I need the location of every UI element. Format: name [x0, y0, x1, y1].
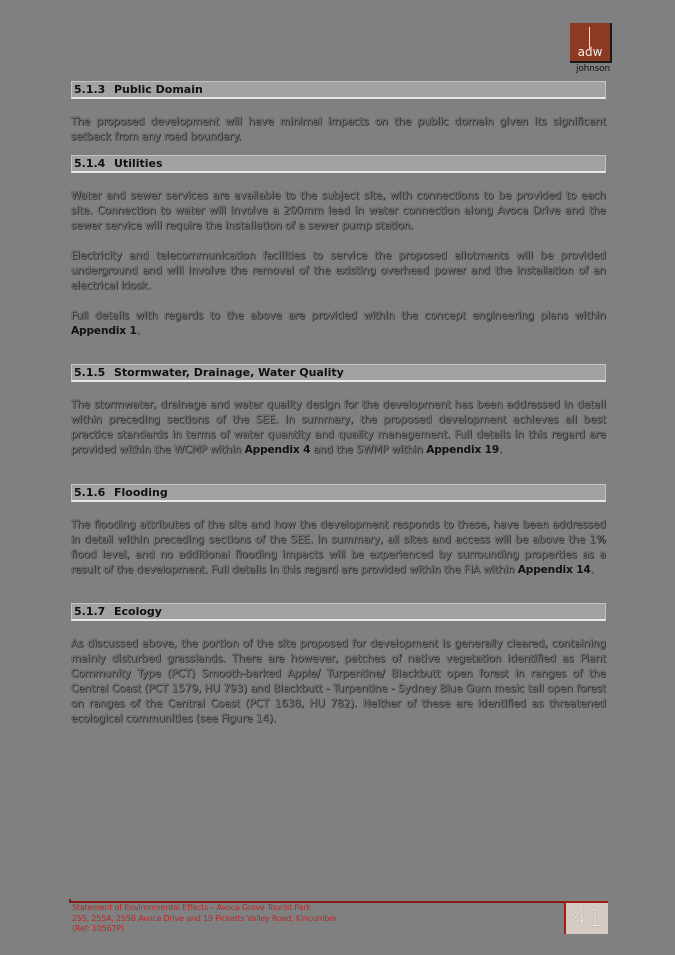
section-number: 5.1.7: [74, 605, 106, 618]
section-utilities: [71, 155, 606, 339]
section-number: 5.1.5: [74, 366, 106, 379]
footer-line-address: 255, 255A, 255B Avoca Drive and 19 Picketts Valley Road, Kincumber: [72, 913, 338, 923]
section-ecology: [71, 603, 606, 727]
footer-document-info: [72, 903, 337, 935]
appendix-reference: Appendix 4: [244, 444, 311, 456]
paragraph-text: .: [499, 444, 503, 456]
paragraph-text: The stormwater, drainage and water quality design for the development has been addressed in detail within preceding sections of the SEE. In summary, the proposed development achieves all best practice standards in terms of water quantity and quality management. Full details in this regard are provided within the WCMP within: [71, 399, 606, 456]
logo-mark: [570, 23, 612, 63]
section-stormwater: [71, 364, 606, 458]
section-number: 5.1.6: [74, 486, 106, 499]
paragraph-text: and the SWMP within: [310, 444, 427, 456]
paragraph: [71, 189, 606, 234]
section-heading: [71, 364, 606, 382]
section-heading: [71, 484, 606, 502]
paragraph-text: As discussed above, the portion of the site proposed for development is generally cleared, containing mainly disturbed grasslands. There are however, patches of native vegetation identified as Plant Community Type (PCT) Smooth-barked Apple/ Turpentine/ Blackbutt open forest in ranges of the Central Coast (PCT 1579, HU 793) and Blackbutt - Turpentine - Sydney Blue Gum mesic tall open forest on ranges of the Central Coast (PCT 1638, HU 782). Neither of these are identified as threatened ecological communities (see Figure 14).: [71, 638, 606, 725]
section-number: 5.1.3: [74, 83, 106, 96]
section-heading: [71, 603, 606, 621]
appendix-reference: Appendix 14: [517, 564, 591, 576]
paragraph-text: .: [590, 564, 594, 576]
paragraph: [71, 637, 606, 727]
footer-line-title: Statement of Environmental Effects – Avoca Grove Tourist Park: [72, 903, 311, 912]
section-title: Ecology: [114, 605, 162, 618]
paragraph-text: Electricity and telecommunication facilities to service the proposed allotments will be provided underground and will involve the removal of the existing overhead power and the installation of an electrical kiosk.: [71, 250, 606, 292]
paragraph-text: The proposed development will have minimal impacts on the public domain given its significant setback from any road boundary.: [71, 116, 606, 143]
logo-letters: adw: [577, 45, 603, 59]
section-number: 5.1.4: [74, 157, 106, 170]
paragraph: [71, 518, 606, 578]
paragraph: [71, 115, 606, 145]
page-number: 41: [564, 901, 608, 934]
section-heading: [71, 81, 606, 99]
section-title: Flooding: [114, 486, 168, 499]
section-title: Utilities: [114, 157, 163, 170]
section-flooding: [71, 484, 606, 578]
appendix-reference: Appendix 19: [426, 444, 500, 456]
logo-wordmark: johnson: [576, 64, 610, 74]
paragraph-text: Water and sewer services are available to the subject site, with connections to be provided to each site. Connection to water will involve a 200mm lead in water connection along Avoca Drive and the sewer service will require the installation of a sewer pump station.: [71, 190, 606, 232]
appendix-reference: Appendix 1: [71, 325, 137, 337]
paragraph-text: The flooding attributes of the site and how the development responds to these, have been addressed in detail within preceding sections of the SEE. In summary, all sites and access will be above the 1% flood level, and no additional flooding impacts will be experienced by surrounding properties as a result of the development. Full details in this regard are provided within the FIA within: [71, 519, 606, 576]
section-heading: [71, 155, 606, 173]
footer-line-reference: (Ref: 10567P): [72, 924, 124, 933]
paragraph: [71, 249, 606, 294]
section-title: Public Domain: [114, 83, 203, 96]
section-public-domain: [71, 81, 606, 145]
company-logo: [570, 23, 614, 73]
paragraph-text: .: [136, 325, 140, 337]
paragraph: [71, 398, 606, 458]
paragraph: [71, 309, 606, 339]
section-title: Stormwater, Drainage, Water Quality: [114, 366, 344, 379]
paragraph-text: Full details with regards to the above are provided within the concept engineering plans within: [71, 310, 606, 322]
